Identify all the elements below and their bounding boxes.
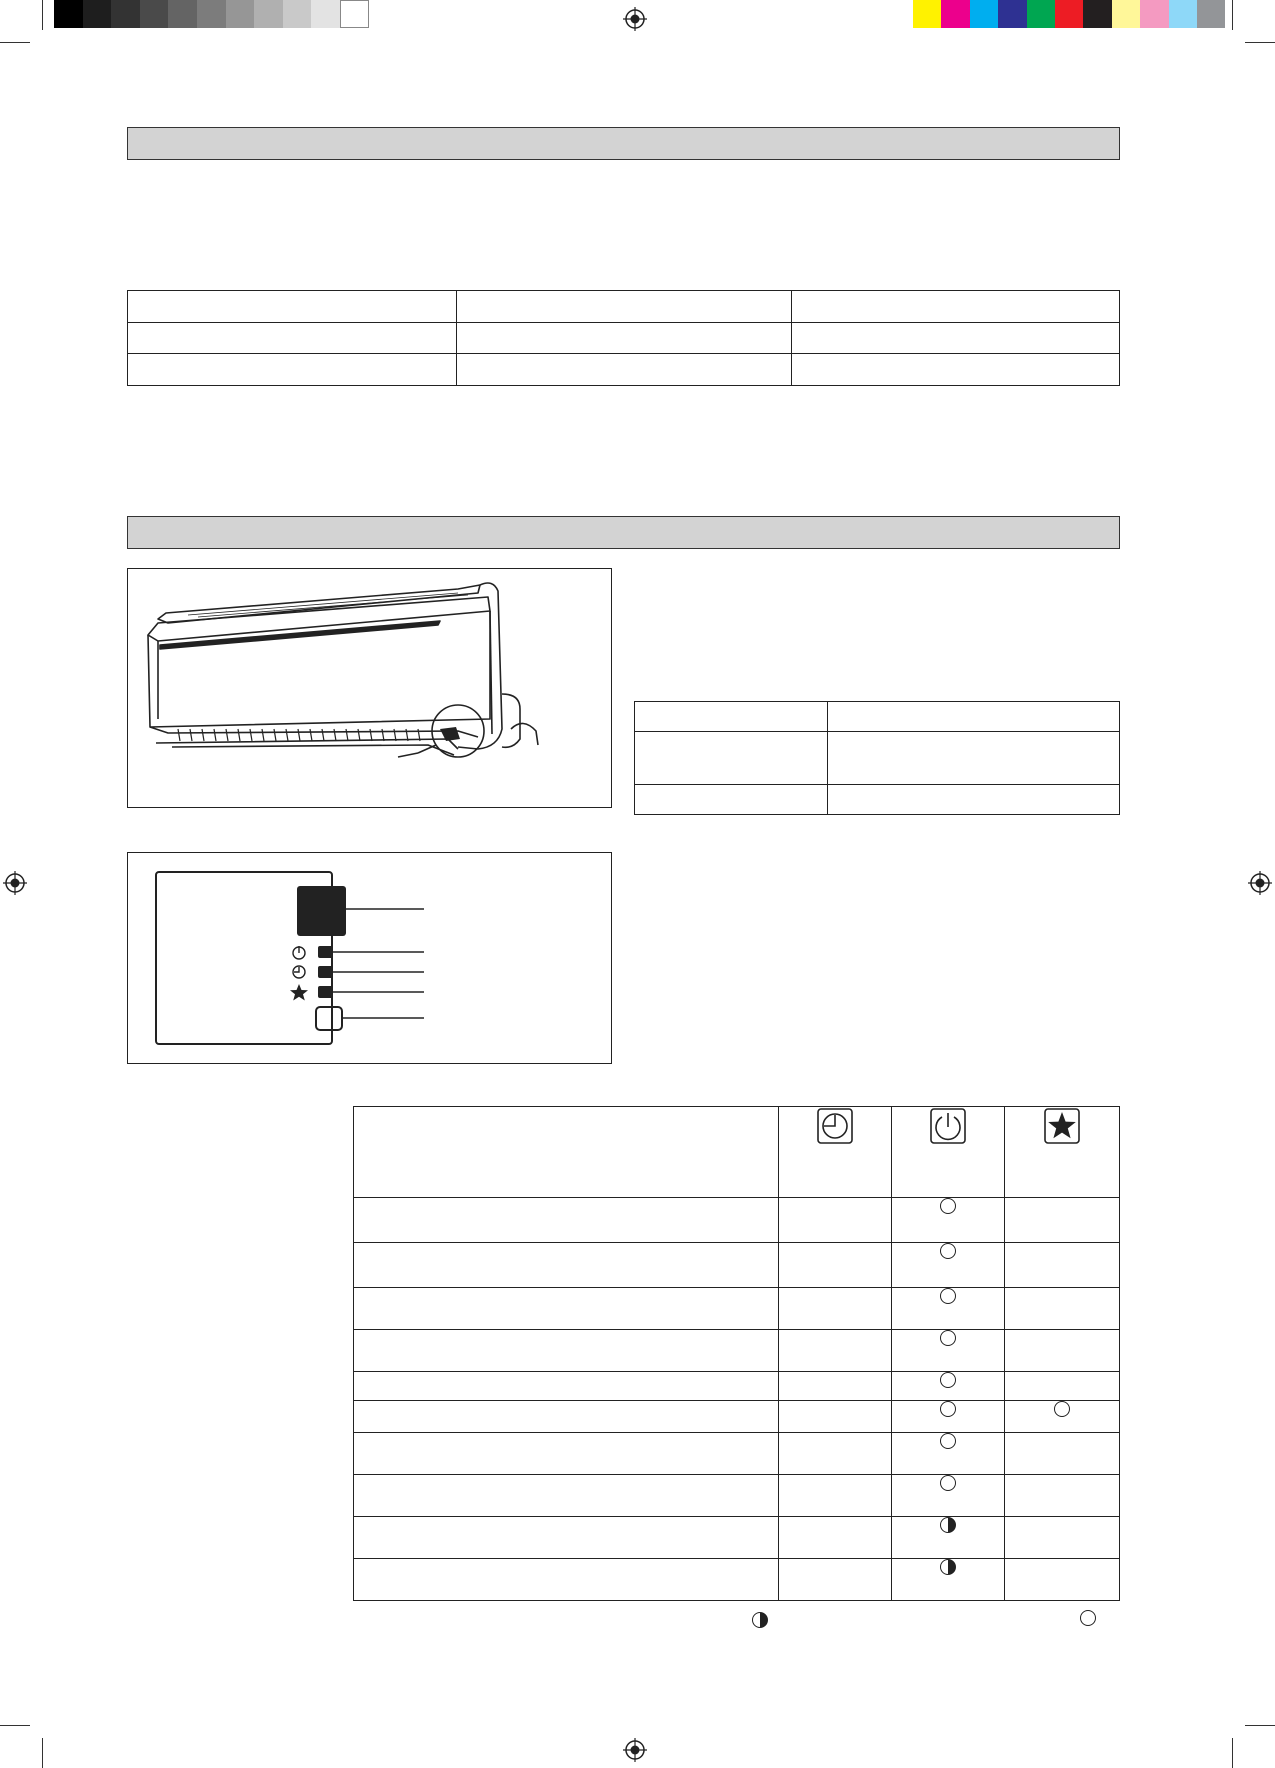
circle-mark — [940, 1372, 956, 1388]
grayscale-swatch — [311, 0, 340, 28]
color-swatch — [970, 0, 998, 28]
table-row — [354, 1558, 1120, 1600]
crop-mark — [1245, 1725, 1275, 1726]
table-row — [354, 1432, 1120, 1474]
table-row — [128, 322, 1120, 354]
table-row — [354, 1243, 1120, 1288]
grayscale-swatch — [283, 0, 312, 28]
power-indicator-cell — [892, 1198, 1005, 1243]
header-star-cell — [1005, 1107, 1120, 1198]
table-row — [635, 732, 1120, 785]
circle-mark — [940, 1330, 956, 1346]
table-row — [354, 1198, 1120, 1243]
grayscale-swatch — [140, 0, 169, 28]
timer-indicator-cell — [779, 1330, 892, 1372]
table-row — [128, 354, 1120, 386]
crop-mark — [1245, 42, 1275, 43]
description-cell — [354, 1400, 779, 1432]
power-indicator-cell — [892, 1243, 1005, 1288]
grayscale-swatch — [83, 0, 112, 28]
power-indicator-cell — [892, 1516, 1005, 1558]
circle-mark — [1054, 1401, 1070, 1417]
header-timer-cell — [779, 1107, 892, 1198]
circle-mark — [940, 1433, 956, 1449]
power-icon — [293, 946, 305, 959]
indicator-table — [353, 1106, 1120, 1601]
display-panel-figure — [127, 852, 612, 1064]
indoor-unit-figure — [127, 568, 612, 808]
circle-mark — [940, 1198, 956, 1214]
star-indicator-cell — [1005, 1330, 1120, 1372]
grayscale-swatch — [168, 0, 197, 28]
star-indicator-cell — [1005, 1516, 1120, 1558]
power-indicator-cell — [892, 1432, 1005, 1474]
crop-mark — [0, 1725, 30, 1726]
star-indicator-cell — [1005, 1474, 1120, 1516]
grayscale-swatch — [111, 0, 140, 28]
description-cell — [354, 1198, 779, 1243]
description-cell — [354, 1558, 779, 1600]
star-indicator-cell — [1005, 1372, 1120, 1400]
description-cell — [354, 1372, 779, 1400]
star-indicator-cell — [1005, 1400, 1120, 1432]
table-row — [128, 291, 1120, 323]
grayscale-swatch — [340, 0, 369, 28]
power-indicator-cell — [892, 1372, 1005, 1400]
timer-indicator-cell — [779, 1474, 892, 1516]
star-indicator-cell — [1005, 1288, 1120, 1330]
table-row — [354, 1400, 1120, 1432]
star-indicator-cell — [1005, 1558, 1120, 1600]
section-header-bar-2 — [127, 516, 1120, 549]
description-cell — [354, 1288, 779, 1330]
registration-mark-bottom — [620, 1735, 650, 1765]
power-indicator-cell — [892, 1474, 1005, 1516]
color-swatch — [941, 0, 969, 28]
power-indicator-cell — [892, 1288, 1005, 1330]
star-indicator-cell — [1005, 1243, 1120, 1288]
circle-mark — [940, 1243, 956, 1259]
description-cell — [354, 1243, 779, 1288]
color-swatch — [913, 0, 941, 28]
table-row — [354, 1107, 1120, 1198]
legend-circle-mark — [1080, 1610, 1096, 1626]
half-filled-mark — [940, 1517, 956, 1533]
side-table — [634, 701, 1120, 815]
grayscale-swatch — [226, 0, 255, 28]
timer-indicator-cell — [779, 1288, 892, 1330]
color-swatch — [998, 0, 1026, 28]
color-swatch — [1169, 0, 1197, 28]
timer-indicator-cell — [779, 1198, 892, 1243]
timer-indicator-cell — [779, 1558, 892, 1600]
top-table — [127, 290, 1120, 386]
crop-mark — [1232, 1738, 1233, 1768]
registration-mark-left — [0, 868, 30, 898]
star-icon — [1043, 1107, 1081, 1145]
timer-indicator-cell — [779, 1400, 892, 1432]
color-swatch — [1083, 0, 1111, 28]
color-swatch — [1027, 0, 1055, 28]
table-row — [354, 1288, 1120, 1330]
crop-mark — [42, 1738, 43, 1768]
description-cell — [354, 1516, 779, 1558]
display-panel-illustration — [128, 853, 611, 1063]
description-cell — [354, 1474, 779, 1516]
half-filled-mark — [940, 1559, 956, 1575]
grayscale-swatch — [197, 0, 226, 28]
section-header-bar-1 — [127, 127, 1120, 160]
registration-mark-top — [620, 4, 650, 34]
power-indicator-cell — [892, 1400, 1005, 1432]
timer-indicator-cell — [779, 1243, 892, 1288]
star-indicator-cell — [1005, 1198, 1120, 1243]
table-row — [354, 1516, 1120, 1558]
crop-mark — [42, 0, 43, 30]
color-swatch — [1055, 0, 1083, 28]
legend-half-mark — [752, 1612, 768, 1628]
color-swatch — [1197, 0, 1225, 28]
description-cell — [354, 1330, 779, 1372]
circle-mark — [940, 1475, 956, 1491]
circle-mark — [940, 1288, 956, 1304]
crop-mark — [1232, 0, 1233, 30]
table-row — [354, 1372, 1120, 1400]
timer-icon — [293, 966, 305, 978]
description-cell — [354, 1432, 779, 1474]
color-swatch — [1140, 0, 1168, 28]
table-row — [354, 1330, 1120, 1372]
power-indicator-cell — [892, 1558, 1005, 1600]
header-power-cell — [892, 1107, 1005, 1198]
timer-indicator-cell — [779, 1516, 892, 1558]
timer-icon — [816, 1107, 854, 1145]
power-icon — [929, 1107, 967, 1145]
grayscale-swatch — [54, 0, 83, 28]
table-row — [354, 1474, 1120, 1516]
circle-mark — [940, 1401, 956, 1417]
air-conditioner-illustration — [128, 569, 611, 807]
timer-indicator-cell — [779, 1432, 892, 1474]
registration-mark-right — [1245, 868, 1275, 898]
table-row — [635, 702, 1120, 732]
star-indicator-cell — [1005, 1432, 1120, 1474]
star-icon — [290, 984, 308, 1001]
grayscale-swatch — [254, 0, 283, 28]
power-indicator-cell — [892, 1330, 1005, 1372]
color-swatch — [1112, 0, 1140, 28]
timer-indicator-cell — [779, 1372, 892, 1400]
table-row — [635, 785, 1120, 815]
crop-mark — [0, 42, 30, 43]
